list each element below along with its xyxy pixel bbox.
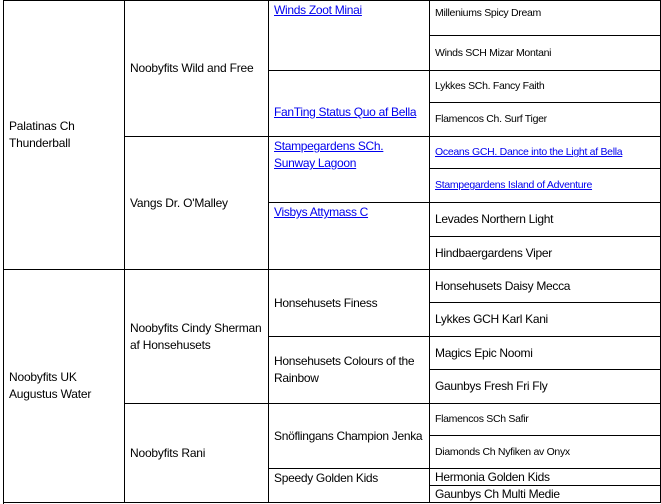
pedigree-link[interactable]: Visbys Attymass C <box>274 205 369 219</box>
dam-sire: Noobyfits Cindy Sherman af Honsehusets <box>125 270 269 404</box>
gen3-ancestor-5: Honsehusets Finess <box>269 270 430 337</box>
sire-sire: Noobyfits Wild and Free <box>125 1 269 137</box>
gen4-ancestor-9: Honsehusets Daisy Mecca <box>430 270 661 303</box>
gen4-ancestor-4: Flamencos Ch. Surf Tiger <box>430 103 661 137</box>
gen3-ancestor-3[interactable] <box>269 137 430 203</box>
gen4-ancestor-3: Lykkes SCh. Fancy Faith <box>430 71 661 103</box>
gen4-ancestor-8: Hindbaergardens Viper <box>430 237 661 270</box>
dam-dam: Noobyfits Rani <box>125 404 269 503</box>
dam: Noobyfits UK Augustus Water <box>4 270 125 503</box>
pedigree-link[interactable]: FanTing Status Quo af Bella <box>274 105 417 119</box>
gen4-ancestor-12: Gaunbys Fresh Fri Fly <box>430 370 661 404</box>
gen3-ancestor-1[interactable] <box>269 1 430 71</box>
gen4-ancestor-16: Gaunbys Ch Multi Medie <box>430 486 661 503</box>
gen4-ancestor-7: Levades Northern Light <box>430 203 661 237</box>
gen4-ancestor-15: Hermonia Golden Kids <box>430 469 661 486</box>
gen4-ancestor-14: Diamonds Ch Nyfiken av Onyx <box>430 436 661 469</box>
gen4-ancestor-5[interactable] <box>430 137 661 169</box>
gen4-ancestor-6[interactable] <box>430 169 661 203</box>
gen4-ancestor-1: Milleniums Spicy Dream <box>430 1 661 36</box>
gen3-ancestor-6: Honsehusets Colours of the Rainbow <box>269 337 430 404</box>
gen4-ancestor-2: Winds SCH Mizar Montani <box>430 36 661 71</box>
pedigree-link[interactable]: Stampegardens Island of Adventure <box>435 179 593 191</box>
gen3-ancestor-2[interactable] <box>269 71 430 137</box>
gen4-ancestor-10: Lykkes GCH Karl Kani <box>430 303 661 337</box>
pedigree-link[interactable]: Winds Zoot Minai <box>274 3 362 17</box>
sire-dam: Vangs Dr. O'Malley <box>125 137 269 270</box>
gen3-ancestor-4[interactable] <box>269 203 430 270</box>
gen3-ancestor-7: Snöflingans Champion Jenka <box>269 404 430 469</box>
sire: Palatinas Ch Thunderball <box>4 1 125 270</box>
gen4-ancestor-11: Magics Epic Noomi <box>430 337 661 370</box>
gen3-ancestor-8: Speedy Golden Kids <box>269 469 430 503</box>
pedigree-link[interactable]: Stampegardens SCh. Sunway Lagoon <box>274 139 384 170</box>
gen4-ancestor-13: Flamencos SCh Safir <box>430 404 661 436</box>
pedigree-link[interactable]: Oceans GCH. Dance into the Light af Bella <box>435 146 623 158</box>
